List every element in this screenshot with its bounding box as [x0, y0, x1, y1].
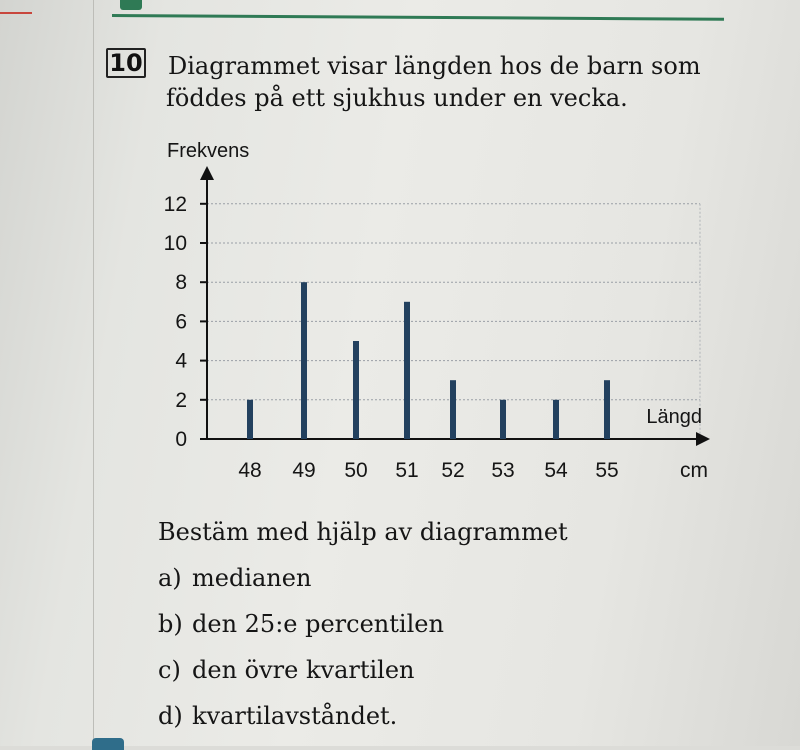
- bar: [553, 400, 559, 439]
- x-tick-label: 48: [238, 459, 262, 482]
- question-letter: d): [158, 702, 183, 730]
- x-tick-label: 49: [292, 459, 316, 482]
- bar: [301, 282, 307, 439]
- y-tick-label: 4: [175, 349, 187, 373]
- x-tick-label: 55: [595, 459, 619, 482]
- y-tick-label: 12: [163, 192, 187, 216]
- question-letter: a): [158, 564, 182, 592]
- y-tick-label: 0: [175, 428, 187, 451]
- question-b: [158, 610, 444, 638]
- question-d: [158, 702, 397, 730]
- task-number: 10: [106, 48, 146, 78]
- x-tick-label: 52: [441, 459, 465, 482]
- x-tick-label: 54: [544, 459, 568, 482]
- question-text: den övre kvartilen: [192, 656, 415, 684]
- prompt-line-2: föddes på ett sjukhus under en vecka.: [166, 84, 628, 112]
- y-tick-label: 6: [175, 310, 187, 334]
- question-intro: Bestäm med hjälp av diagrammet: [158, 518, 568, 546]
- question-text: den 25:e percentilen: [192, 610, 444, 638]
- y-axis-arrow: [200, 166, 214, 180]
- bar: [247, 400, 253, 439]
- y-axis-label: Frekvens: [167, 140, 250, 162]
- x-axis-arrow: [696, 432, 710, 446]
- question-letter: b): [158, 610, 183, 638]
- next-task-tab: [92, 738, 124, 750]
- bar: [450, 380, 456, 439]
- bar: [353, 341, 359, 439]
- y-tick-label: 10: [163, 232, 187, 255]
- question-text: kvartilavståndet.: [192, 702, 398, 730]
- question-letter: c): [158, 656, 181, 684]
- y-tick-label: 8: [175, 271, 187, 295]
- x-axis-label: Längd: [646, 406, 702, 428]
- question-c: [158, 656, 415, 684]
- y-tick-label: 2: [175, 388, 187, 412]
- question-text: medianen: [192, 564, 312, 592]
- x-tick-label: 51: [395, 459, 419, 482]
- bar: [500, 400, 506, 439]
- question-a: [158, 564, 311, 592]
- x-axis-unit: cm: [680, 459, 708, 482]
- prompt-line-1: Diagrammet visar längden hos de barn som: [168, 52, 701, 80]
- bar: [404, 302, 410, 439]
- x-tick-label: 50: [344, 459, 368, 482]
- bar: [604, 380, 610, 439]
- x-tick-label: 53: [491, 459, 515, 482]
